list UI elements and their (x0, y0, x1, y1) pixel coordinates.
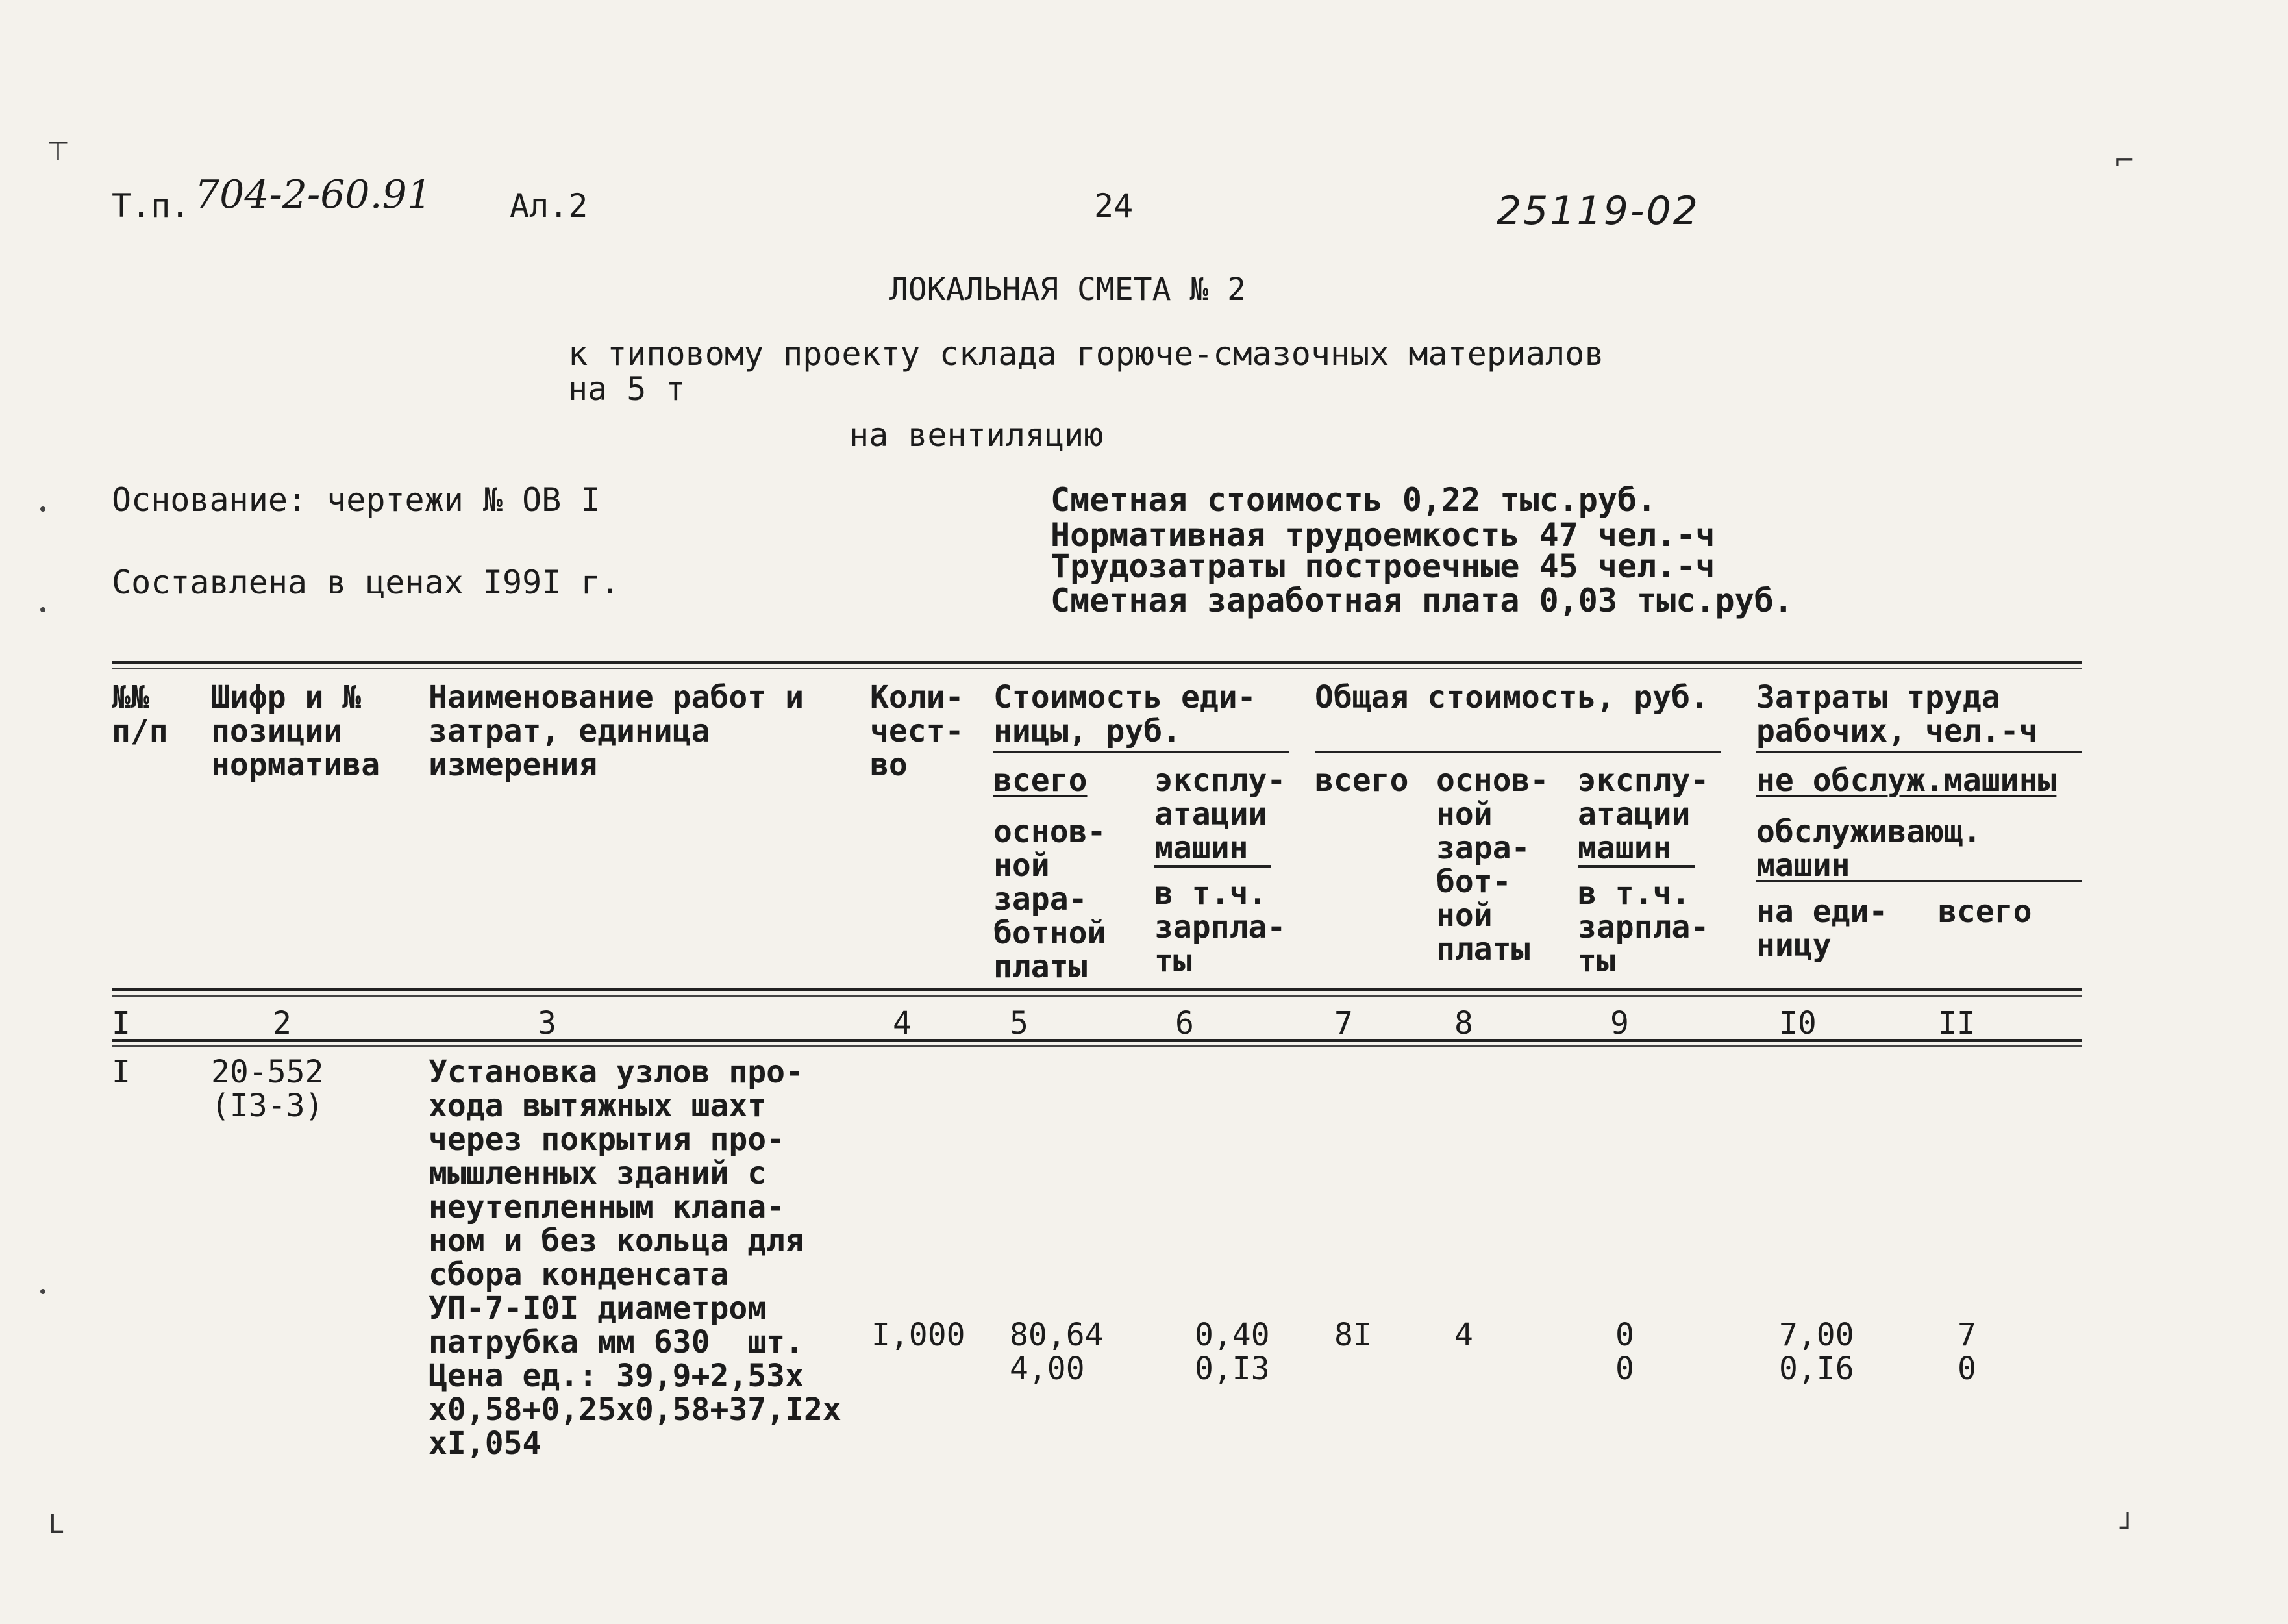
row-unit-total: 80,64 (1010, 1317, 1104, 1353)
album-label: Ал.2 (510, 187, 588, 225)
header-total-basic: основ- ной зара- бот- ной платы (1436, 762, 1549, 968)
row-num: I (112, 1054, 131, 1090)
col-number-7: 7 (1334, 1005, 1353, 1042)
labor-serving-rule (1756, 880, 2082, 882)
row-labor-per-unit-1: 7,00 (1779, 1317, 1854, 1353)
header-labor-per-unit: на еди- ницу (1756, 893, 1888, 964)
col-number-8: 8 (1454, 1005, 1473, 1042)
margin-dot (40, 506, 45, 512)
title-line-2: на 5 т (568, 370, 686, 408)
header-labor-serving: обслуживающ. машин (1756, 814, 1982, 884)
estimated-cost: Сметная стоимость 0,22 тыс.руб. (1051, 481, 1657, 519)
row-unit-basic: 4,00 (1010, 1351, 1085, 1387)
estimated-wages: Сметная заработная плата 0,03 тыс.руб. (1051, 582, 1793, 619)
corner-mark-bottom-left: L (49, 1510, 64, 1540)
construction-labor: Трудозатраты построечные 45 чел.-ч (1051, 547, 1715, 585)
header-labor-not-serving: не обслуж.машины (1756, 762, 2057, 799)
col-number-10: I0 (1779, 1005, 1817, 1042)
col-number-4: 4 (893, 1005, 912, 1042)
row-labor-per-unit-2: 0,I6 (1779, 1351, 1854, 1387)
col-number-1: I (112, 1005, 131, 1042)
header-unit-machines-wage: в т.ч. зарпла- ты (1154, 875, 1286, 979)
unit-cost-rule (993, 751, 1289, 753)
header-total-cost: Общая стоимость, руб. (1315, 679, 1709, 716)
col-number-2: 2 (273, 1005, 292, 1042)
total-machines-rule (1578, 865, 1695, 868)
tp-number-handwritten: 704-2-60.91 (195, 172, 432, 218)
row-labor-total-2: 0 (1958, 1351, 1976, 1387)
corner-mark-bottom-right: ┘ (2120, 1513, 2136, 1543)
header-code: Шифр и № позиции норматива (211, 679, 380, 783)
corner-mark-top-right: ⌐ (2113, 146, 2135, 176)
header-bottom-rule (112, 988, 2082, 997)
row-total-basic: 4 (1454, 1317, 1473, 1353)
header-unit-total: всего (993, 762, 1088, 799)
header-labor: Затраты труда рабочих, чел.-ч (1756, 679, 2038, 749)
header-unit-cost: Стоимость еди- ницы, руб. (993, 679, 1256, 749)
corner-mark-top-left: ⊤ (47, 136, 69, 166)
title-line-3: на вентиляцию (849, 416, 1104, 454)
row-total-all: 8I (1334, 1317, 1372, 1353)
col-numbers-bottom-rule (112, 1039, 2082, 1047)
doc-title: ЛОКАЛЬНАЯ СМЕТА № 2 (889, 271, 1247, 308)
normative-labor: Нормативная трудоемкость 47 чел.-ч (1051, 516, 1715, 554)
col-number-6: 6 (1175, 1005, 1194, 1042)
header-unit-basic: основ- ной зара- ботной платы (993, 814, 1106, 985)
header-name: Наименование работ и затрат, единица измерения (429, 679, 804, 783)
labor-rule (1756, 751, 2082, 753)
header-total-all: всего (1315, 762, 1409, 799)
row-total-machines-wage: 0 (1615, 1351, 1634, 1387)
header-num: №№ п/п (112, 679, 168, 749)
row-total-machines: 0 (1615, 1317, 1634, 1353)
col-number-3: 3 (538, 1005, 556, 1042)
total-cost-rule (1315, 751, 1721, 753)
col-number-11: II (1938, 1005, 1976, 1042)
row-qty: I,000 (871, 1317, 965, 1353)
header-labor-total: всего (1938, 893, 2032, 930)
row-name: Установка узлов про- хода вытяжных шахт через покрытия про- мышленных зданий с неутепленным клапа- ном и без кольца для сбора конденсата УП-7-I0I диаметром патрубка мм 630 шт. Цена ед.: 39,9+2,53х х0,58+0,25х0,58+37,I2х хI,054 (429, 1054, 841, 1462)
unit-machines-rule (1154, 865, 1271, 868)
col-number-5: 5 (1010, 1005, 1028, 1042)
col-number-9: 9 (1610, 1005, 1629, 1042)
header-total-machines: эксплу- атации машин (1578, 762, 1710, 866)
tp-prefix: Т.п. (112, 187, 190, 225)
row-labor-total-1: 7 (1958, 1317, 1976, 1353)
row-unit-machines-wage: 0,I3 (1195, 1351, 1270, 1387)
header-unit-machines: эксплу- атации машин (1154, 762, 1286, 866)
doc-code-handwritten: 25119-02 (1497, 188, 1700, 234)
header-total-machines-wage: в т.ч. зарпла- ты (1578, 875, 1710, 979)
prices-text: Составлена в ценах I99I г. (112, 564, 620, 601)
margin-dot (40, 1289, 45, 1294)
table-top-rule (112, 661, 2082, 669)
row-unit-machines: 0,40 (1195, 1317, 1270, 1353)
row-code: 20-552 (I3-3) (211, 1054, 324, 1124)
page-number: 24 (1094, 187, 1134, 225)
margin-dot (40, 607, 45, 612)
header-qty: Коли- чест- во (870, 679, 964, 783)
title-line-1: к типовому проекту склада горюче-смазочных материалов (568, 335, 1604, 373)
basis-text: Основание: чертежи № ОВ I (112, 481, 601, 519)
